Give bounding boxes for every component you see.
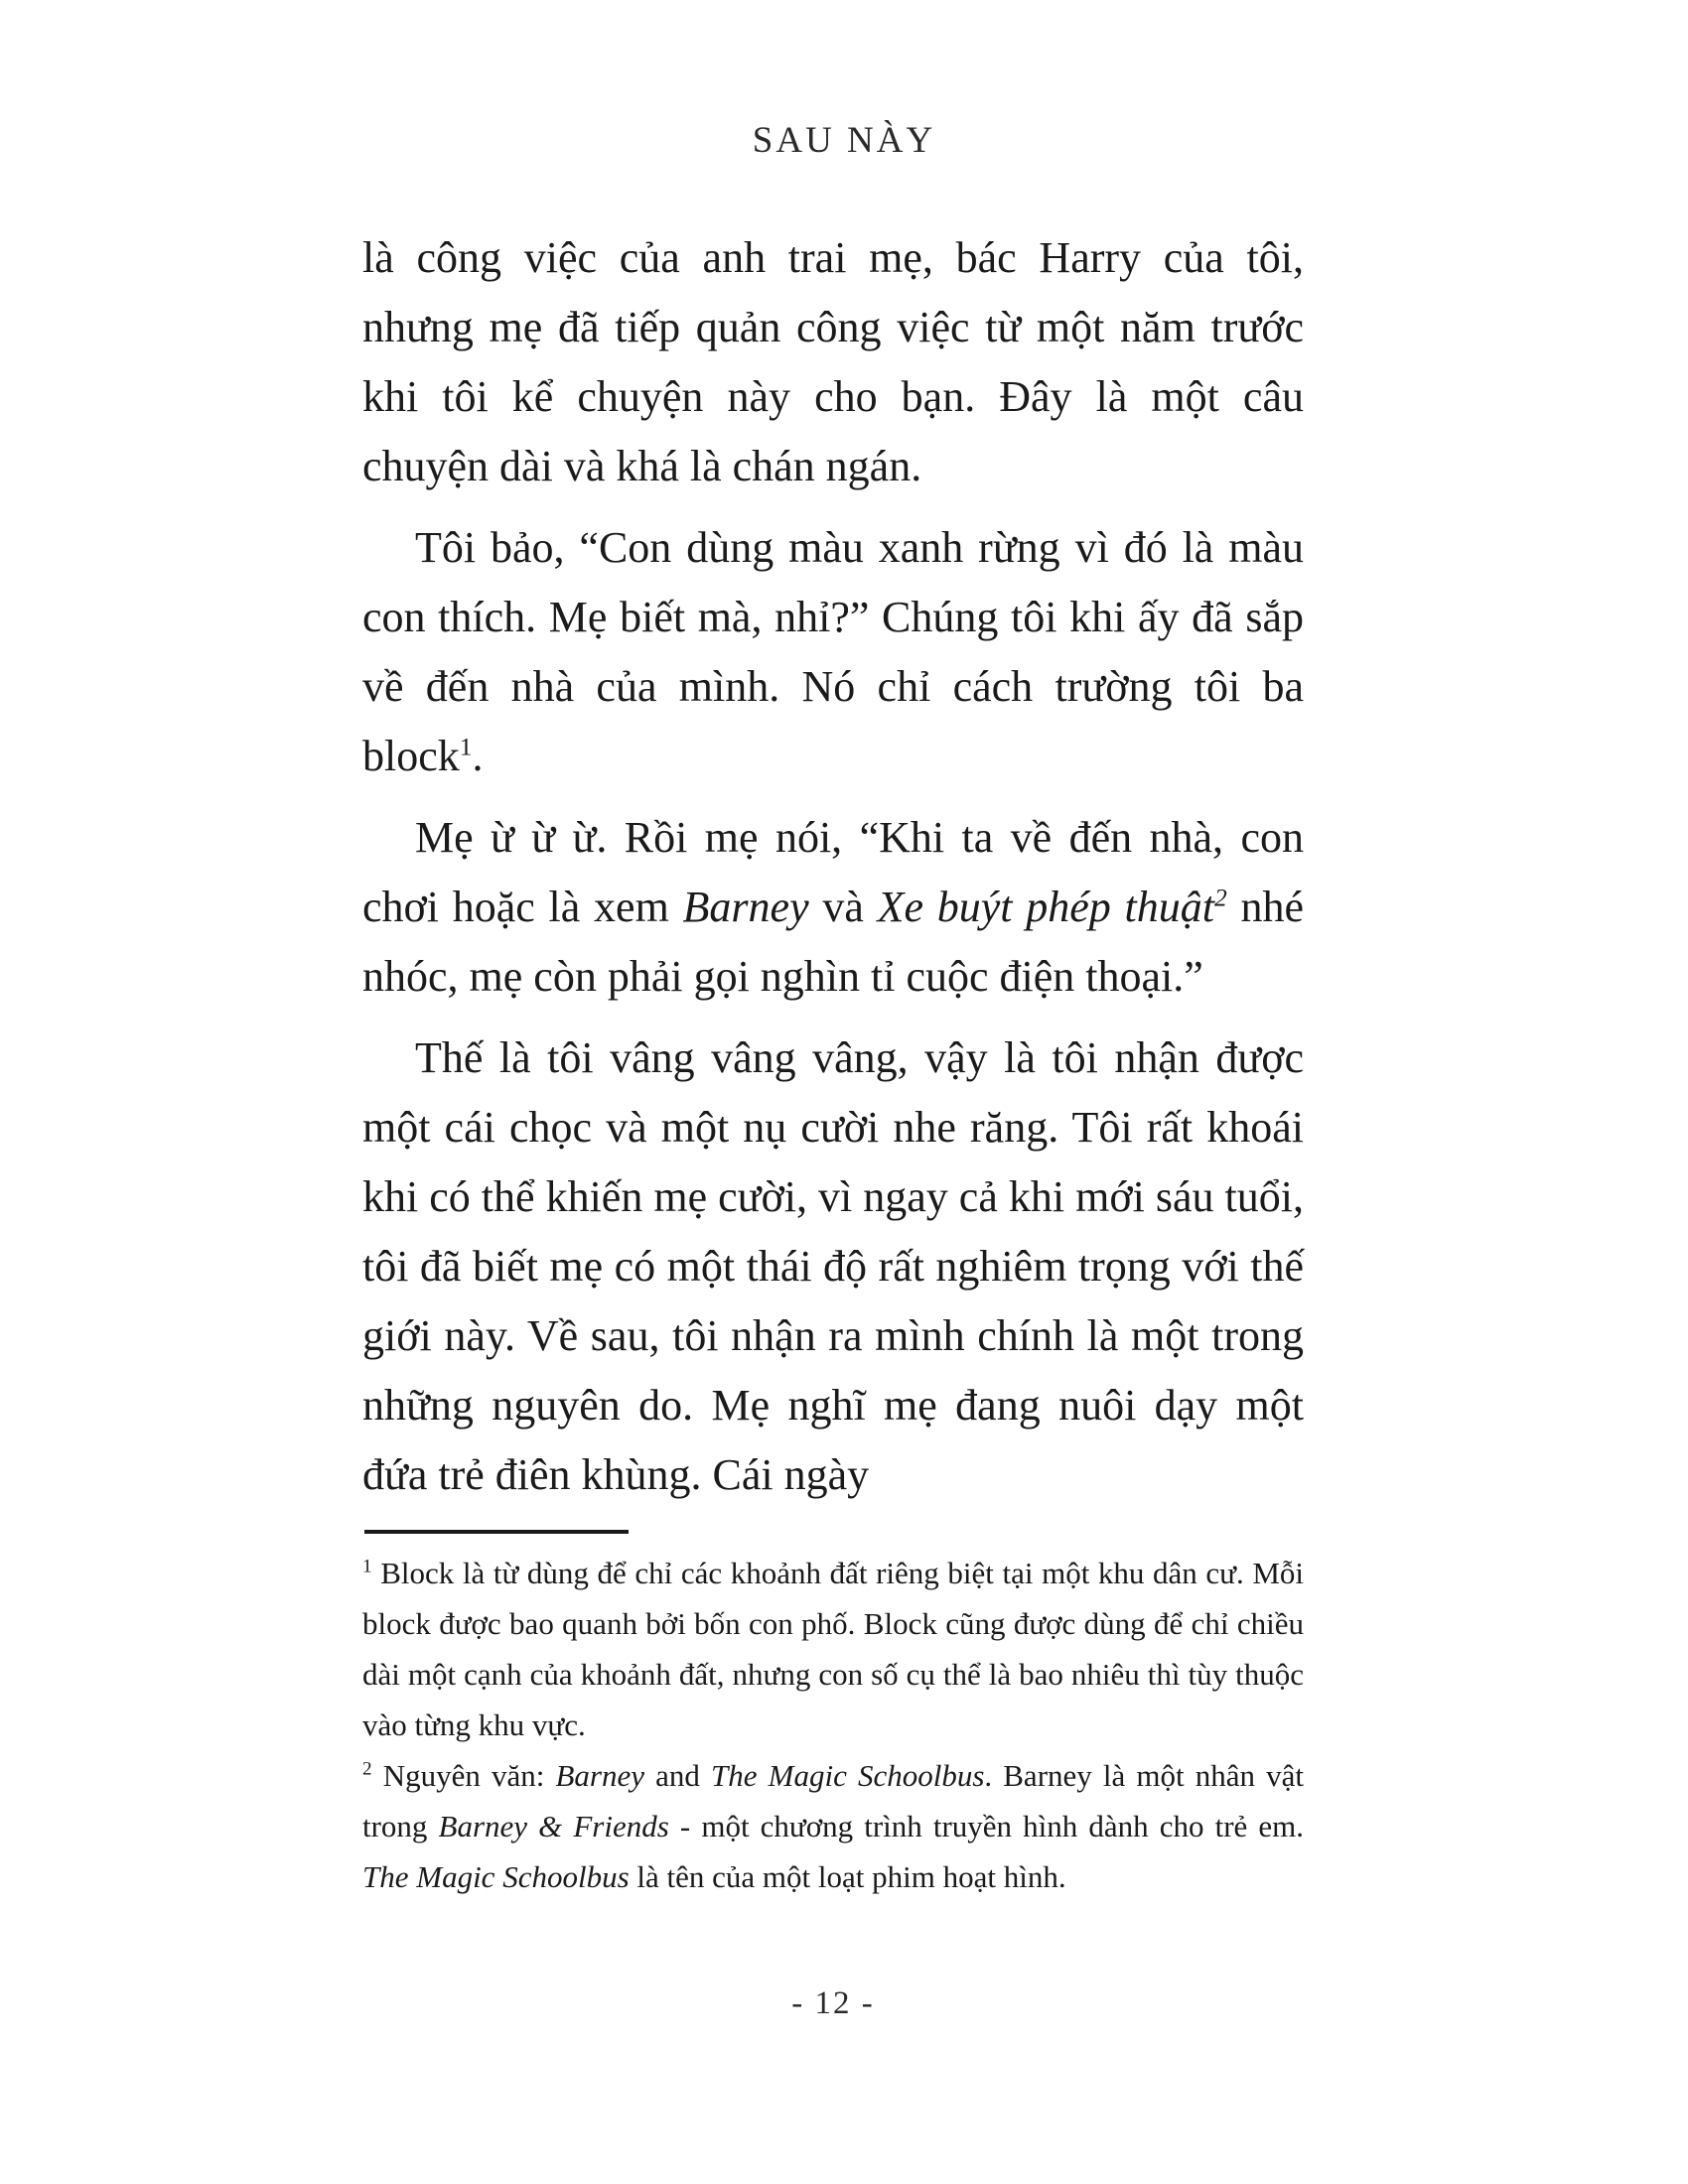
- footnote-2: [362, 1750, 1304, 1902]
- paragraph-3-conjunction: và: [808, 883, 878, 931]
- footnote-divider: [364, 1530, 629, 1534]
- book-title-barney-original: Barney: [555, 1758, 645, 1793]
- paragraph-4: [362, 1024, 1304, 1510]
- paragraph-2: [362, 513, 1304, 791]
- footnote-1: [362, 1548, 1304, 1750]
- book-title-magic-schoolbus-vi: Xe buýt phép thuật: [877, 883, 1214, 931]
- footnote-2-text-mid2: - một chương trình truyền hình dành cho trẻ em.: [668, 1809, 1304, 1843]
- footnote-reference-2: 2: [1213, 883, 1227, 912]
- footnote-2-text: Nguyên văn:: [371, 1758, 556, 1793]
- footnote-2-text-end: là tên của một loạt phim hoạt hình.: [629, 1859, 1066, 1894]
- paragraph-2-text-end: .: [472, 732, 484, 780]
- footnote-2-text-and: and: [644, 1758, 712, 1793]
- book-title-magic-schoolbus: The Magic Schoolbus: [711, 1758, 985, 1793]
- paragraph-4-text: Thế là tôi vâng vâng vâng, vậy là tôi nhận được một cái chọc và một nụ cười nhe răng. Tôi rất khoái khi có thể khiến mẹ cười, vì ngay cả khi mới sáu tuổi, tôi đã biết mẹ có một thái độ rất nghiêm trọng với thế giới này. Về sau, tôi nhận ra mình chính là một trong những nguyên do. Mẹ nghĩ mẹ đang nuôi dạy một đứa trẻ điên khùng. Cái ngày: [362, 1033, 1304, 1499]
- page-number: - 12 -: [791, 1985, 875, 2021]
- paragraph-3-text: Mẹ ừ ừ ừ. Rồi mẹ nói, “Khi ta về đến nhà, con chơi hoặc là xem: [362, 813, 1304, 931]
- book-title-magic-schoolbus-2: The Magic Schoolbus: [362, 1859, 630, 1894]
- paragraph-3-text-end: nhé nhóc, mẹ còn phải gọi nghìn tỉ cuộc điện thoại.”: [362, 883, 1305, 1001]
- footnote-1-text: Block là từ dùng để chỉ các khoảnh đất riêng biệt tại một khu dân cư. Mỗi block được bao quanh bởi bốn con phố. Block cũng được dùng để chỉ chiều dài một cạnh của khoảnh đất, nhưng con số cụ thể là bao nhiêu thì tùy thuộc vào từng khu vực.: [362, 1556, 1304, 1742]
- paragraph-1: [362, 223, 1304, 501]
- book-title-barney: Barney: [682, 883, 809, 931]
- footnote-1-marker: 1: [362, 1556, 372, 1577]
- book-title-barney-and-friends: Barney & Friends: [438, 1809, 669, 1843]
- footnote-reference-1: 1: [459, 732, 473, 761]
- paragraph-2-text: Tôi bảo, “Con dùng màu xanh rừng vì đó là màu con thích. Mẹ biết mà, nhỉ?” Chúng tôi khi ấy đã sắp về đến nhà của mình. Nó chỉ cách trường tôi ba block: [362, 523, 1304, 780]
- paragraph-1-text: là công việc của anh trai mẹ, bác Harry của tôi, nhưng mẹ đã tiếp quản công việc từ một năm trước khi tôi kể chuyện này cho bạn. Đây là một câu chuyện dài và khá là chán ngán.: [362, 233, 1304, 490]
- footnote-2-text-mid: . Barney là một nhân vật trong: [362, 1758, 1304, 1843]
- page-content: [362, 223, 1304, 1902]
- paragraph-3: [362, 803, 1304, 1012]
- footnote-2-marker: 2: [362, 1758, 372, 1780]
- running-header-title: SAU NÀY: [752, 120, 936, 161]
